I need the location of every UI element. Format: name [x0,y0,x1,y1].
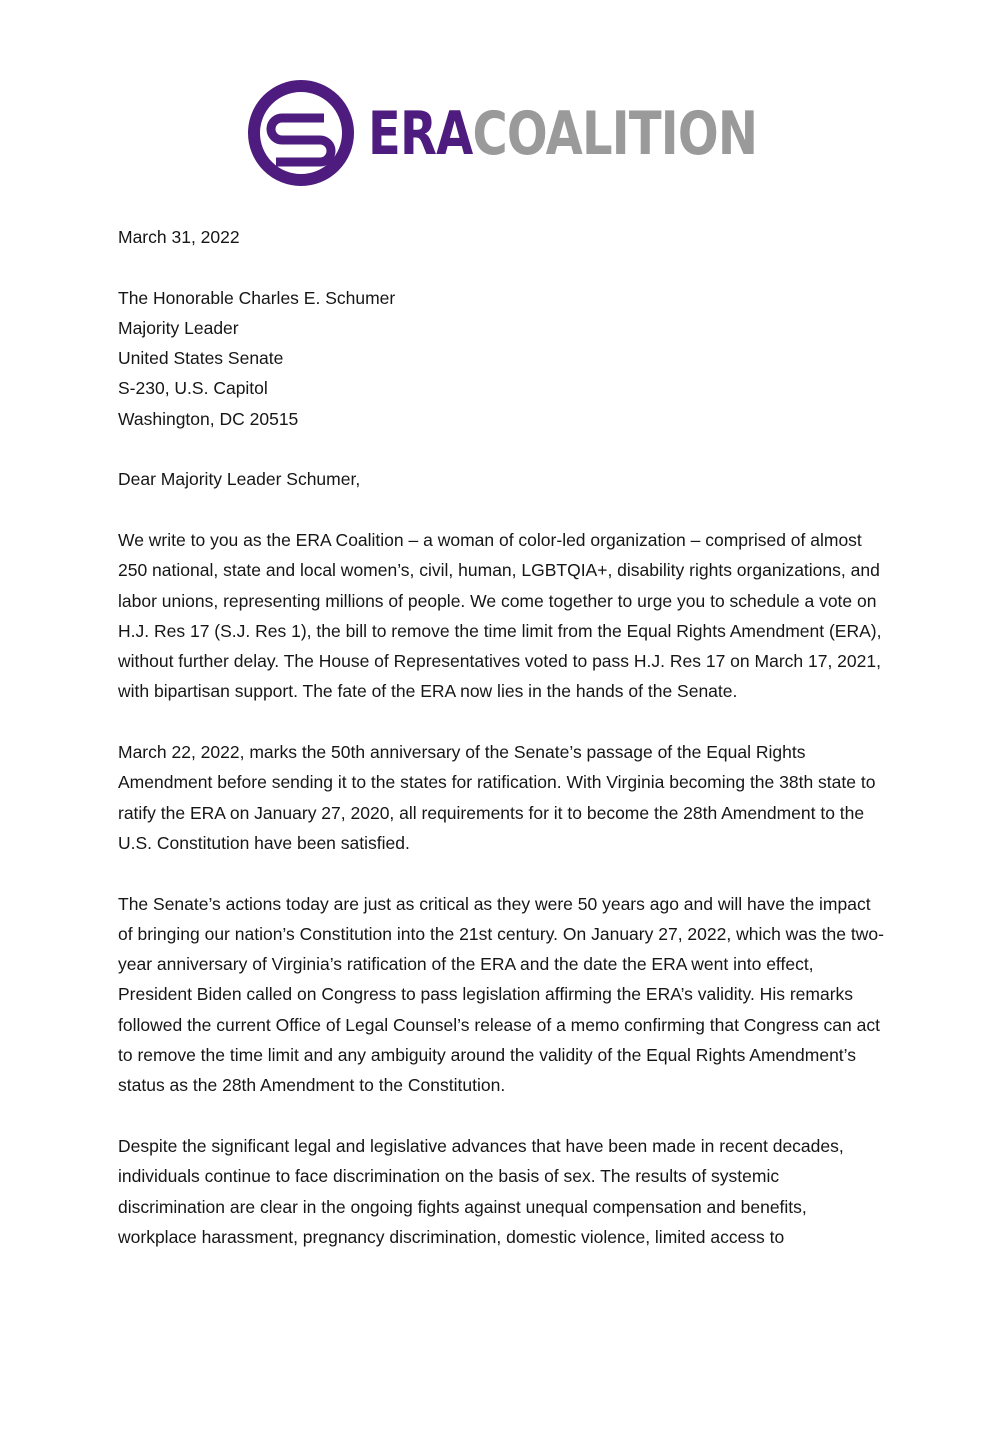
recipient-body: United States Senate [118,348,284,369]
letterhead [246,78,758,190]
recipient-title: Majority Leader [118,317,239,338]
logo-text-era: ERA [368,99,473,169]
salutation: Dear Majority Leader Schumer, [118,469,361,490]
paragraph-1: We write to you as the ERA Coalition – a woman of color-led organization – comprised of almost 250 national, state and local women’s, civil, human, LGBTQIA+, disability rights organizations, and labor unions, representing millions of people. We come together to urge you to schedule a vote on H.J. Res 17 (S.J. Res 1), the bill to remove the time limit from the Equal Rights Amendment (ERA), without further delay. The House of Representatives voted to pass H.J. Res 17 on March 17, 2021, with bipartisan support. The fate of the ERA now lies in the hands of the Senate. [118,529,882,702]
era-coalition-logo-icon [246,78,356,188]
recipient-address [118,283,888,434]
paragraph-3: The Senate’s actions today are just as critical as they were 50 years ago and will have the impact of bringing our nation’s Constitution into the 21st century. On January 27, 2022, which was the two-year anniversary of Virginia’s ratification of the ERA and the date the ERA went into effect, President Biden called on Congress to pass legislation affirming the ERA’s validity. His remarks followed the current Office of Legal Counsel’s release of a memo confirming that Congress can act to remove the time limit and any ambiguity around the validity of the Equal Rights Amendment’s status as the 28th Amendment to the Constitution. [118,893,884,1096]
logo-wordmark [368,92,757,176]
letter-date: March 31, 2022 [118,227,240,247]
recipient-office: S-230, U.S. Capitol [118,378,268,399]
recipient-city: Washington, DC 20515 [118,408,299,429]
paragraph-2: March 22, 2022, marks the 50th anniversary of the Senate’s passage of the Equal Rights Amendment before sending it to the states for ratification. With Virginia becoming the 38th state to ratify the ERA on January 27, 2020, all requirements for it to become the 28th Amendment to the U.S. Constitution have been satisfied. [118,742,876,853]
paragraph-4: Despite the significant legal and legislative advances that have been made in recent decades, individuals continue to face discrimination on the basis of sex. The results of systemic discrimination are clear in the ongoing fights against unequal compensation and benefits, workplace harassment, pregnancy discrimination, domestic violence, limited access to [118,1135,844,1247]
recipient-name: The Honorable Charles E. Schumer [118,287,396,308]
letter-body [118,222,888,1282]
logo-text-coalition: COALITION [472,99,758,169]
